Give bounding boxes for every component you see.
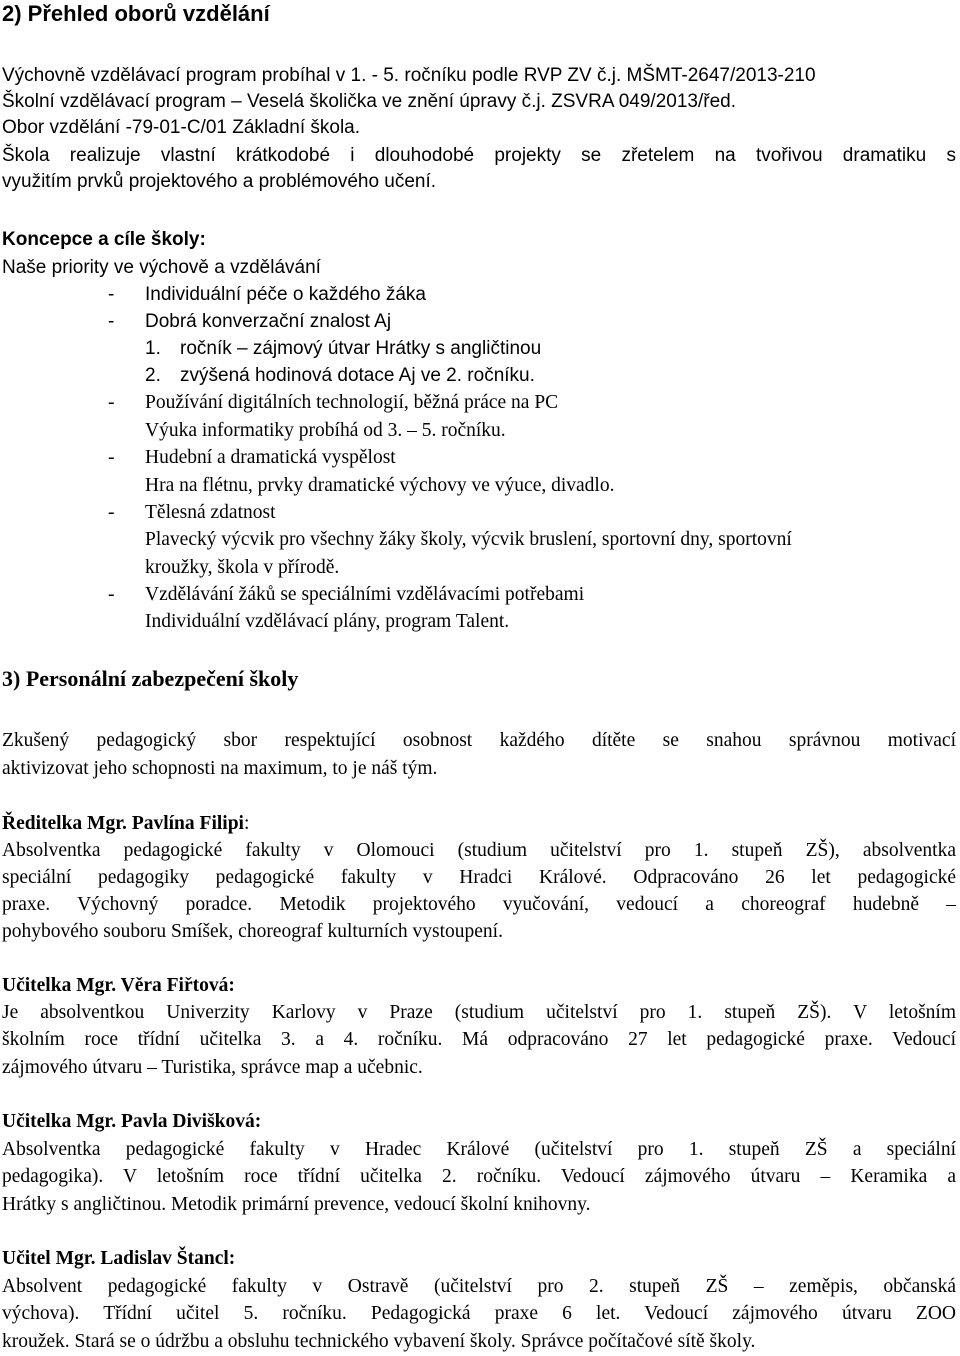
projects-line-1: Škola realizuje vlastní krátkodobé i dlouhodobé projekty se zřetelem na tvořivou dramatiku s <box>2 145 956 166</box>
school-program-line: Školní vzdělávací program – Veselá školička ve znění úpravy č.j. ZSVRA 049/2013/řed. <box>2 91 736 112</box>
list-item-label: Individuální péče o každého žáka <box>145 284 426 305</box>
staff-heading <box>2 1245 235 1273</box>
staff-bio-line: Absolvent pedagogické fakulty v Ostravě (učitelství pro 2. stupeň ZŠ – zeměpis, občanská <box>2 1276 956 1297</box>
team-intro-line-1: Zkušený pedagogický sbor respektující osobnost každého dítěte se snahou správnou motivací <box>2 730 956 751</box>
sub-item-text: zvýšená hodinová dotace Aj ve 2. ročníku. <box>180 365 535 386</box>
staff-name: Věra Fiřtová: <box>120 975 235 996</box>
section-2-heading: 2) Přehled oborů vzdělání <box>2 1 270 26</box>
concept-heading: Koncepce a cíle školy: <box>2 229 206 250</box>
field-of-education-line: Obor vzdělání -79-01-C/01 Základní škola. <box>2 117 361 138</box>
sub-item-text: ročník – zájmový útvar Hrátky s angličtinou <box>180 338 542 359</box>
list-dash: - <box>108 447 115 468</box>
staff-bio-line: pedagogika). V letošním roce třídní učitelka 2. ročníku. Vedoucí zájmového útvaru – Keramika a <box>2 1166 956 1187</box>
staff-role: Učitelka Mgr. <box>2 975 121 996</box>
staff-name: Pavlína Filipi <box>131 813 244 834</box>
program-line: Výchovně vzdělávací program probíhal v 1. - 5. ročníku podle RVP ZV č.j. MŠMT-2647/2013-210 <box>2 65 816 86</box>
list-item-label: Tělesná zdatnost <box>145 502 276 523</box>
staff-role: Učitelka Mgr. <box>2 1111 121 1132</box>
staff-heading <box>2 810 249 838</box>
priorities-intro: Naše priority ve výchově a vzdělávání <box>2 257 321 278</box>
list-item-detail-text: kroužky, škola v přírodě. <box>145 557 340 578</box>
list-dash: - <box>108 392 115 413</box>
list-item-label: Vzdělávání žáků se speciálními vzdělávacími potřebami <box>145 584 585 605</box>
list-dash: - <box>108 311 115 332</box>
staff-name: Ladislav Štancl: <box>100 1248 236 1269</box>
staff-bio-line: výchova). Třídní učitel 5. ročníku. Pedagogická praxe 6 let. Vedoucí zájmového útvaru ZOO <box>2 1303 956 1324</box>
sub-item-number: 1. <box>145 338 161 359</box>
team-intro-line-2: aktivizovat jeho schopnosti na maximum, to je náš tým. <box>2 758 438 779</box>
list-item-label: Hudební a dramatická vyspělost <box>145 447 396 468</box>
staff-bio-line: pohybového souboru Smíšek, choreograf kulturních vystoupení. <box>2 921 503 942</box>
list-item-label: Dobrá konverzační znalost Aj <box>145 311 392 332</box>
list-item-detail-text: Individuální vzdělávací plány, program Talent. <box>145 611 510 632</box>
list-item-detail-text: Hra na flétnu, prvky dramatické výchovy ve výuce, divadlo. <box>145 475 615 496</box>
list-dash: - <box>108 584 115 605</box>
staff-name: Pavla Divišková: <box>120 1111 262 1132</box>
staff-bio-line: Hrátky s angličtinou. Metodik primární prevence, vedoucí školní knihovny. <box>2 1194 591 1215</box>
list-item-label: Používání digitálních technologií, běžná práce na PC <box>145 392 559 413</box>
staff-bio-line: zájmového útvaru – Turistika, správce map a učebnic. <box>2 1057 423 1078</box>
section-3-heading: 3) Personální zabezpečení školy <box>2 666 299 691</box>
staff-role: Učitel Mgr. <box>2 1248 101 1269</box>
list-dash: - <box>108 284 115 305</box>
staff-bio-line: Je absolventkou Univerzity Karlovy v Praze (studium učitelství pro 1. stupeň ZŠ). V letošním <box>2 1002 956 1023</box>
staff-bio-line: speciální pedagogiky pedagogické fakulty v Hradci Králové. Odpracováno 26 let pedagogické <box>2 867 956 888</box>
staff-heading <box>2 1108 261 1136</box>
staff-suffix: : <box>243 813 250 834</box>
staff-bio-line: Absolventka pedagogické fakulty v Olomouci (studium učitelství pro 1. stupeň ZŠ), absolventka <box>2 840 956 861</box>
sub-item-number: 2. <box>145 365 161 386</box>
staff-bio-line: praxe. Výchovný poradce. Metodik projektového vyučování, vedoucí a choreograf hudebně – <box>2 894 956 915</box>
staff-heading <box>2 972 235 1000</box>
staff-bio-line: Absolventka pedagogické fakulty v Hradec Králové (učitelství pro 1. stupeň ZŠ a speciální <box>2 1139 956 1160</box>
list-dash: - <box>108 502 115 523</box>
list-item-detail-text: Plavecký výcvik pro všechny žáky školy, výcvik bruslení, sportovní dny, sportovní <box>145 529 792 550</box>
list-item-detail-text: Výuka informatiky probíhá od 3. – 5. ročníku. <box>145 420 506 441</box>
staff-bio-line: kroužek. Stará se o údržbu a obsluhu technického vybavení školy. Správce počítačové sítě školy. <box>2 1331 756 1352</box>
projects-line-2: využitím prvků projektového a problémového učení. <box>2 171 437 192</box>
staff-role: Ředitelka Mgr. <box>2 813 132 834</box>
staff-bio-line: školním roce třídní učitelka 3. a 4. ročníku. Má odpracováno 27 let pedagogické praxe. Vedoucí <box>2 1029 956 1050</box>
